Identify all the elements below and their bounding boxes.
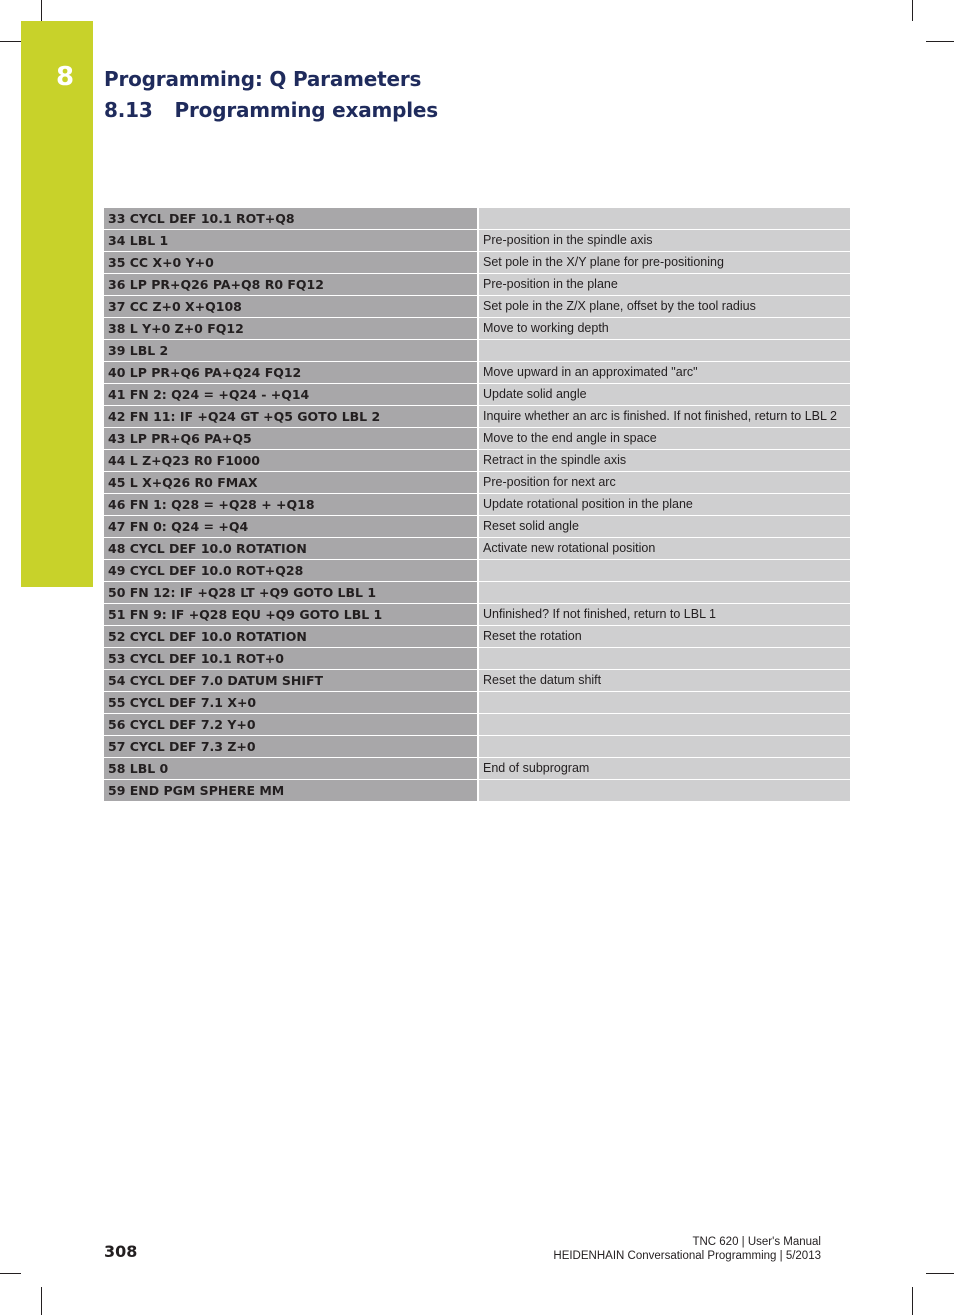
table-row [104, 384, 850, 406]
program-code-cell: 33 CYCL DEF 10.1 ROT+Q8 [104, 208, 478, 230]
table-row [104, 670, 850, 692]
program-desc-cell: Reset the datum shift [478, 670, 850, 692]
program-desc-cell: Reset the rotation [478, 626, 850, 648]
program-desc-cell [478, 648, 850, 670]
crop-mark [0, 1273, 21, 1274]
program-desc-cell: Move to working depth [478, 318, 850, 340]
program-code-cell: 55 CYCL DEF 7.1 X+0 [104, 692, 478, 714]
table-row [104, 604, 850, 626]
table-row [104, 296, 850, 318]
program-desc-cell: Pre-position in the spindle axis [478, 230, 850, 252]
crop-mark [41, 0, 42, 21]
crop-mark [912, 0, 913, 21]
table-row [104, 230, 850, 252]
page-number: 308 [104, 1242, 138, 1261]
program-desc-cell [478, 714, 850, 736]
program-desc-cell [478, 582, 850, 604]
program-code-cell: 54 CYCL DEF 7.0 DATUM SHIFT [104, 670, 478, 692]
table-row [104, 692, 850, 714]
program-desc-cell: Retract in the spindle axis [478, 450, 850, 472]
program-code-cell: 46 FN 1: Q28 = +Q28 + +Q18 [104, 494, 478, 516]
program-desc-cell: Inquire whether an arc is finished. If not finished, return to LBL 2 [478, 406, 850, 428]
program-desc-cell: Set pole in the X/Y plane for pre-positioning [478, 252, 850, 274]
crop-mark [926, 1273, 954, 1274]
program-desc-cell: Pre-position in the plane [478, 274, 850, 296]
program-code-cell: 38 L Y+0 Z+0 FQ12 [104, 318, 478, 340]
program-code-cell: 41 FN 2: Q24 = +Q24 - +Q14 [104, 384, 478, 406]
program-desc-cell: Update solid angle [478, 384, 850, 406]
program-desc-cell [478, 340, 850, 362]
program-code-cell: 57 CYCL DEF 7.3 Z+0 [104, 736, 478, 758]
table-row [104, 582, 850, 604]
program-code-cell: 50 FN 12: IF +Q28 LT +Q9 GOTO LBL 1 [104, 582, 478, 604]
program-desc-cell [478, 560, 850, 582]
table-row [104, 736, 850, 758]
program-code-cell: 56 CYCL DEF 7.2 Y+0 [104, 714, 478, 736]
table-row [104, 362, 850, 384]
program-desc-cell [478, 208, 850, 230]
program-desc-cell: Reset solid angle [478, 516, 850, 538]
table-row [104, 318, 850, 340]
program-code-cell: 52 CYCL DEF 10.0 ROTATION [104, 626, 478, 648]
table-row [104, 626, 850, 648]
program-code-cell: 44 L Z+Q23 R0 F1000 [104, 450, 478, 472]
table-row [104, 714, 850, 736]
program-code-cell: 37 CC Z+0 X+Q108 [104, 296, 478, 318]
table-row [104, 340, 850, 362]
crop-mark [912, 1287, 913, 1315]
program-desc-cell: Unfinished? If not finished, return to LBL 1 [478, 604, 850, 626]
program-code-cell: 42 FN 11: IF +Q24 GT +Q5 GOTO LBL 2 [104, 406, 478, 428]
program-table-body [104, 208, 850, 802]
program-desc-cell [478, 692, 850, 714]
program-code-cell: 40 LP PR+Q6 PA+Q24 FQ12 [104, 362, 478, 384]
table-row [104, 780, 850, 802]
section-title-text: Programming examples [174, 98, 438, 122]
table-row [104, 758, 850, 780]
program-desc-cell: Pre-position for next arc [478, 472, 850, 494]
chapter-sidebar [21, 21, 93, 587]
program-table [104, 207, 850, 802]
crop-mark [926, 41, 954, 42]
table-row [104, 648, 850, 670]
section-number: 8.13 [104, 98, 153, 122]
program-code-cell: 47 FN 0: Q24 = +Q4 [104, 516, 478, 538]
program-code-cell: 45 L X+Q26 R0 FMAX [104, 472, 478, 494]
program-code-cell: 59 END PGM SPHERE MM [104, 780, 478, 802]
program-code-cell: 53 CYCL DEF 10.1 ROT+0 [104, 648, 478, 670]
section-title [104, 98, 438, 122]
chapter-title: Programming: Q Parameters [104, 67, 422, 91]
table-row [104, 450, 850, 472]
program-desc-cell [478, 736, 850, 758]
table-row [104, 252, 850, 274]
table-row [104, 274, 850, 296]
chapter-number: 8 [56, 62, 75, 92]
table-row [104, 208, 850, 230]
crop-mark [0, 41, 21, 42]
footer-line-1: TNC 620 | User's Manual [692, 1236, 821, 1248]
program-code-cell: 51 FN 9: IF +Q28 EQU +Q9 GOTO LBL 1 [104, 604, 478, 626]
table-row [104, 516, 850, 538]
program-code-cell: 36 LP PR+Q26 PA+Q8 R0 FQ12 [104, 274, 478, 296]
program-code-cell: 48 CYCL DEF 10.0 ROTATION [104, 538, 478, 560]
program-desc-cell: End of subprogram [478, 758, 850, 780]
table-row [104, 560, 850, 582]
crop-mark [41, 1287, 42, 1315]
program-code-cell: 43 LP PR+Q6 PA+Q5 [104, 428, 478, 450]
program-code-cell: 35 CC X+0 Y+0 [104, 252, 478, 274]
program-desc-cell: Move upward in an approximated "arc" [478, 362, 850, 384]
program-desc-cell: Move to the end angle in space [478, 428, 850, 450]
table-row [104, 428, 850, 450]
footer-line-2: HEIDENHAIN Conversational Programming | 5/2013 [553, 1250, 821, 1262]
program-desc-cell: Activate new rotational position [478, 538, 850, 560]
program-code-cell: 39 LBL 2 [104, 340, 478, 362]
program-code-cell: 58 LBL 0 [104, 758, 478, 780]
program-desc-cell: Set pole in the Z/X plane, offset by the tool radius [478, 296, 850, 318]
table-row [104, 406, 850, 428]
table-row [104, 538, 850, 560]
program-desc-cell [478, 780, 850, 802]
program-code-cell: 49 CYCL DEF 10.0 ROT+Q28 [104, 560, 478, 582]
table-row [104, 494, 850, 516]
table-row [104, 472, 850, 494]
program-code-cell: 34 LBL 1 [104, 230, 478, 252]
footer-info [553, 1235, 821, 1263]
program-desc-cell: Update rotational position in the plane [478, 494, 850, 516]
